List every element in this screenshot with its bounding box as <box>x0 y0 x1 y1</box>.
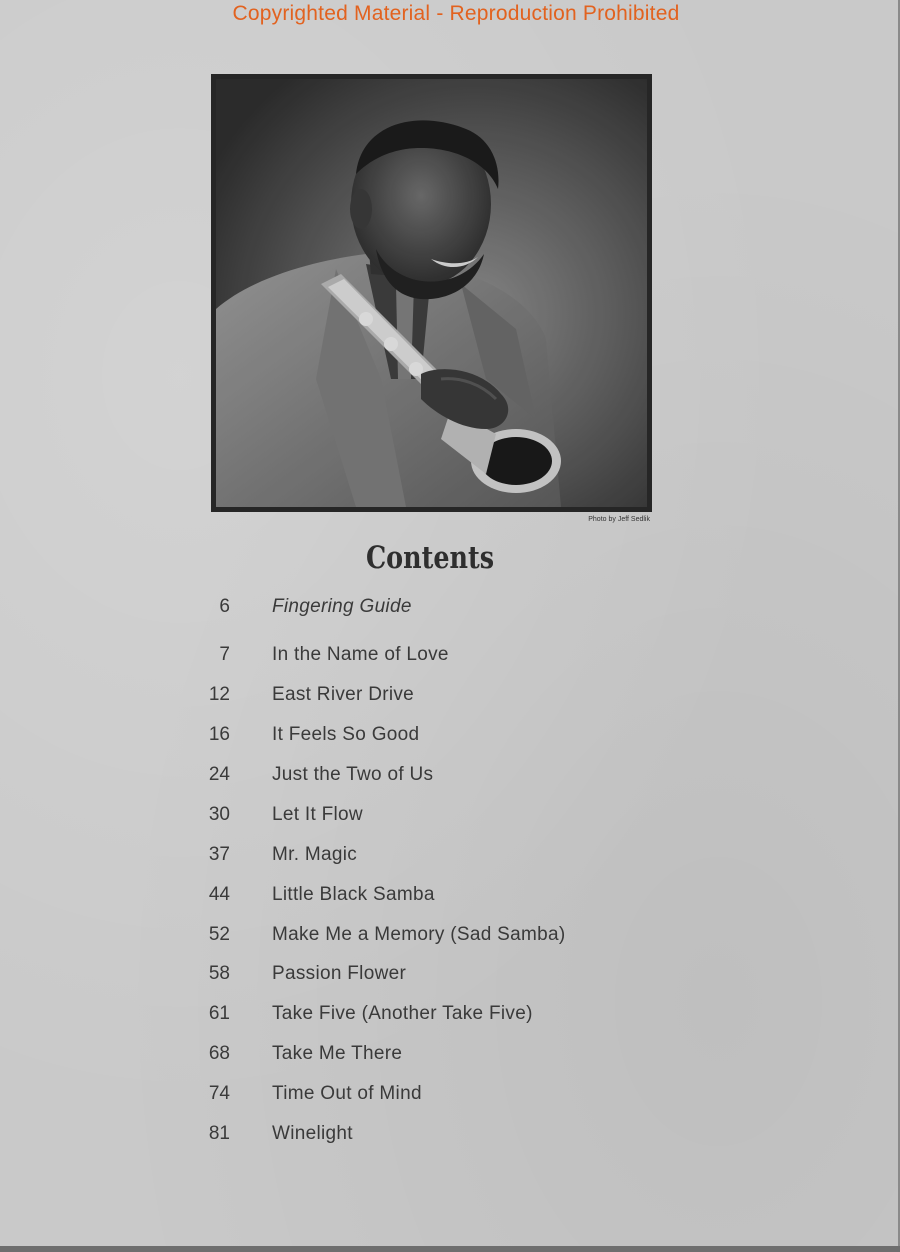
toc-title: Just the Two of Us <box>272 764 434 785</box>
toc-title: Let It Flow <box>272 804 363 825</box>
toc-page-number: 58 <box>208 963 230 984</box>
toc-entry[interactable] <box>190 963 750 991</box>
toc-entry[interactable] <box>190 884 750 912</box>
toc-entry[interactable] <box>190 764 750 792</box>
toc-title: Take Five (Another Take Five) <box>272 1003 533 1024</box>
toc-title: Time Out of Mind <box>272 1083 422 1104</box>
toc-page-number: 24 <box>208 764 230 785</box>
photo-frame <box>211 74 652 512</box>
toc-page-number: 6 <box>219 596 230 617</box>
toc-title: Take Me There <box>272 1043 403 1064</box>
toc-page-number: 44 <box>208 884 230 905</box>
photo-credit: Photo by Jeff Sedlik <box>588 516 650 523</box>
toc-title: Fingering Guide <box>272 596 412 617</box>
toc-title: East River Drive <box>272 684 415 705</box>
page-bottom-edge <box>0 1246 900 1252</box>
toc-entry[interactable] <box>190 924 750 952</box>
toc-title: Make Me a Memory (Sad Samba) <box>272 924 566 945</box>
toc-entry[interactable] <box>190 1003 750 1031</box>
toc-page-number: 52 <box>208 924 230 945</box>
toc-entry[interactable] <box>190 1043 750 1071</box>
toc-entry[interactable] <box>190 804 750 832</box>
toc-entry[interactable] <box>190 1123 750 1151</box>
toc-title: Passion Flower <box>272 963 407 984</box>
toc-page-number: 30 <box>208 804 230 825</box>
toc-title: Little Black Samba <box>272 884 435 905</box>
toc-entry[interactable] <box>190 844 750 872</box>
toc-entry[interactable] <box>190 1083 750 1111</box>
toc-page-number: 12 <box>208 684 230 705</box>
toc-entry[interactable] <box>190 644 750 672</box>
toc-title: Winelight <box>272 1123 353 1144</box>
toc-entry[interactable] <box>190 724 750 752</box>
toc-page-number: 61 <box>208 1003 230 1024</box>
toc-title: Mr. Magic <box>272 844 358 865</box>
copyright-watermark: Copyrighted Material - Reproduction Prohibited <box>232 2 680 25</box>
saxophonist-photo <box>216 79 647 507</box>
toc-page-number: 68 <box>208 1043 230 1064</box>
toc-entry[interactable] <box>190 684 750 712</box>
toc-page-number: 37 <box>208 844 230 865</box>
toc-entry[interactable] <box>190 596 750 624</box>
toc-page-number: 7 <box>219 644 230 665</box>
toc-page-number: 74 <box>208 1083 230 1104</box>
toc-page-number: 16 <box>208 724 230 745</box>
contents-heading: Contents <box>365 540 495 576</box>
toc-title: It Feels So Good <box>272 724 420 745</box>
toc-page-number: 81 <box>208 1123 230 1144</box>
toc-title: In the Name of Love <box>272 644 449 665</box>
